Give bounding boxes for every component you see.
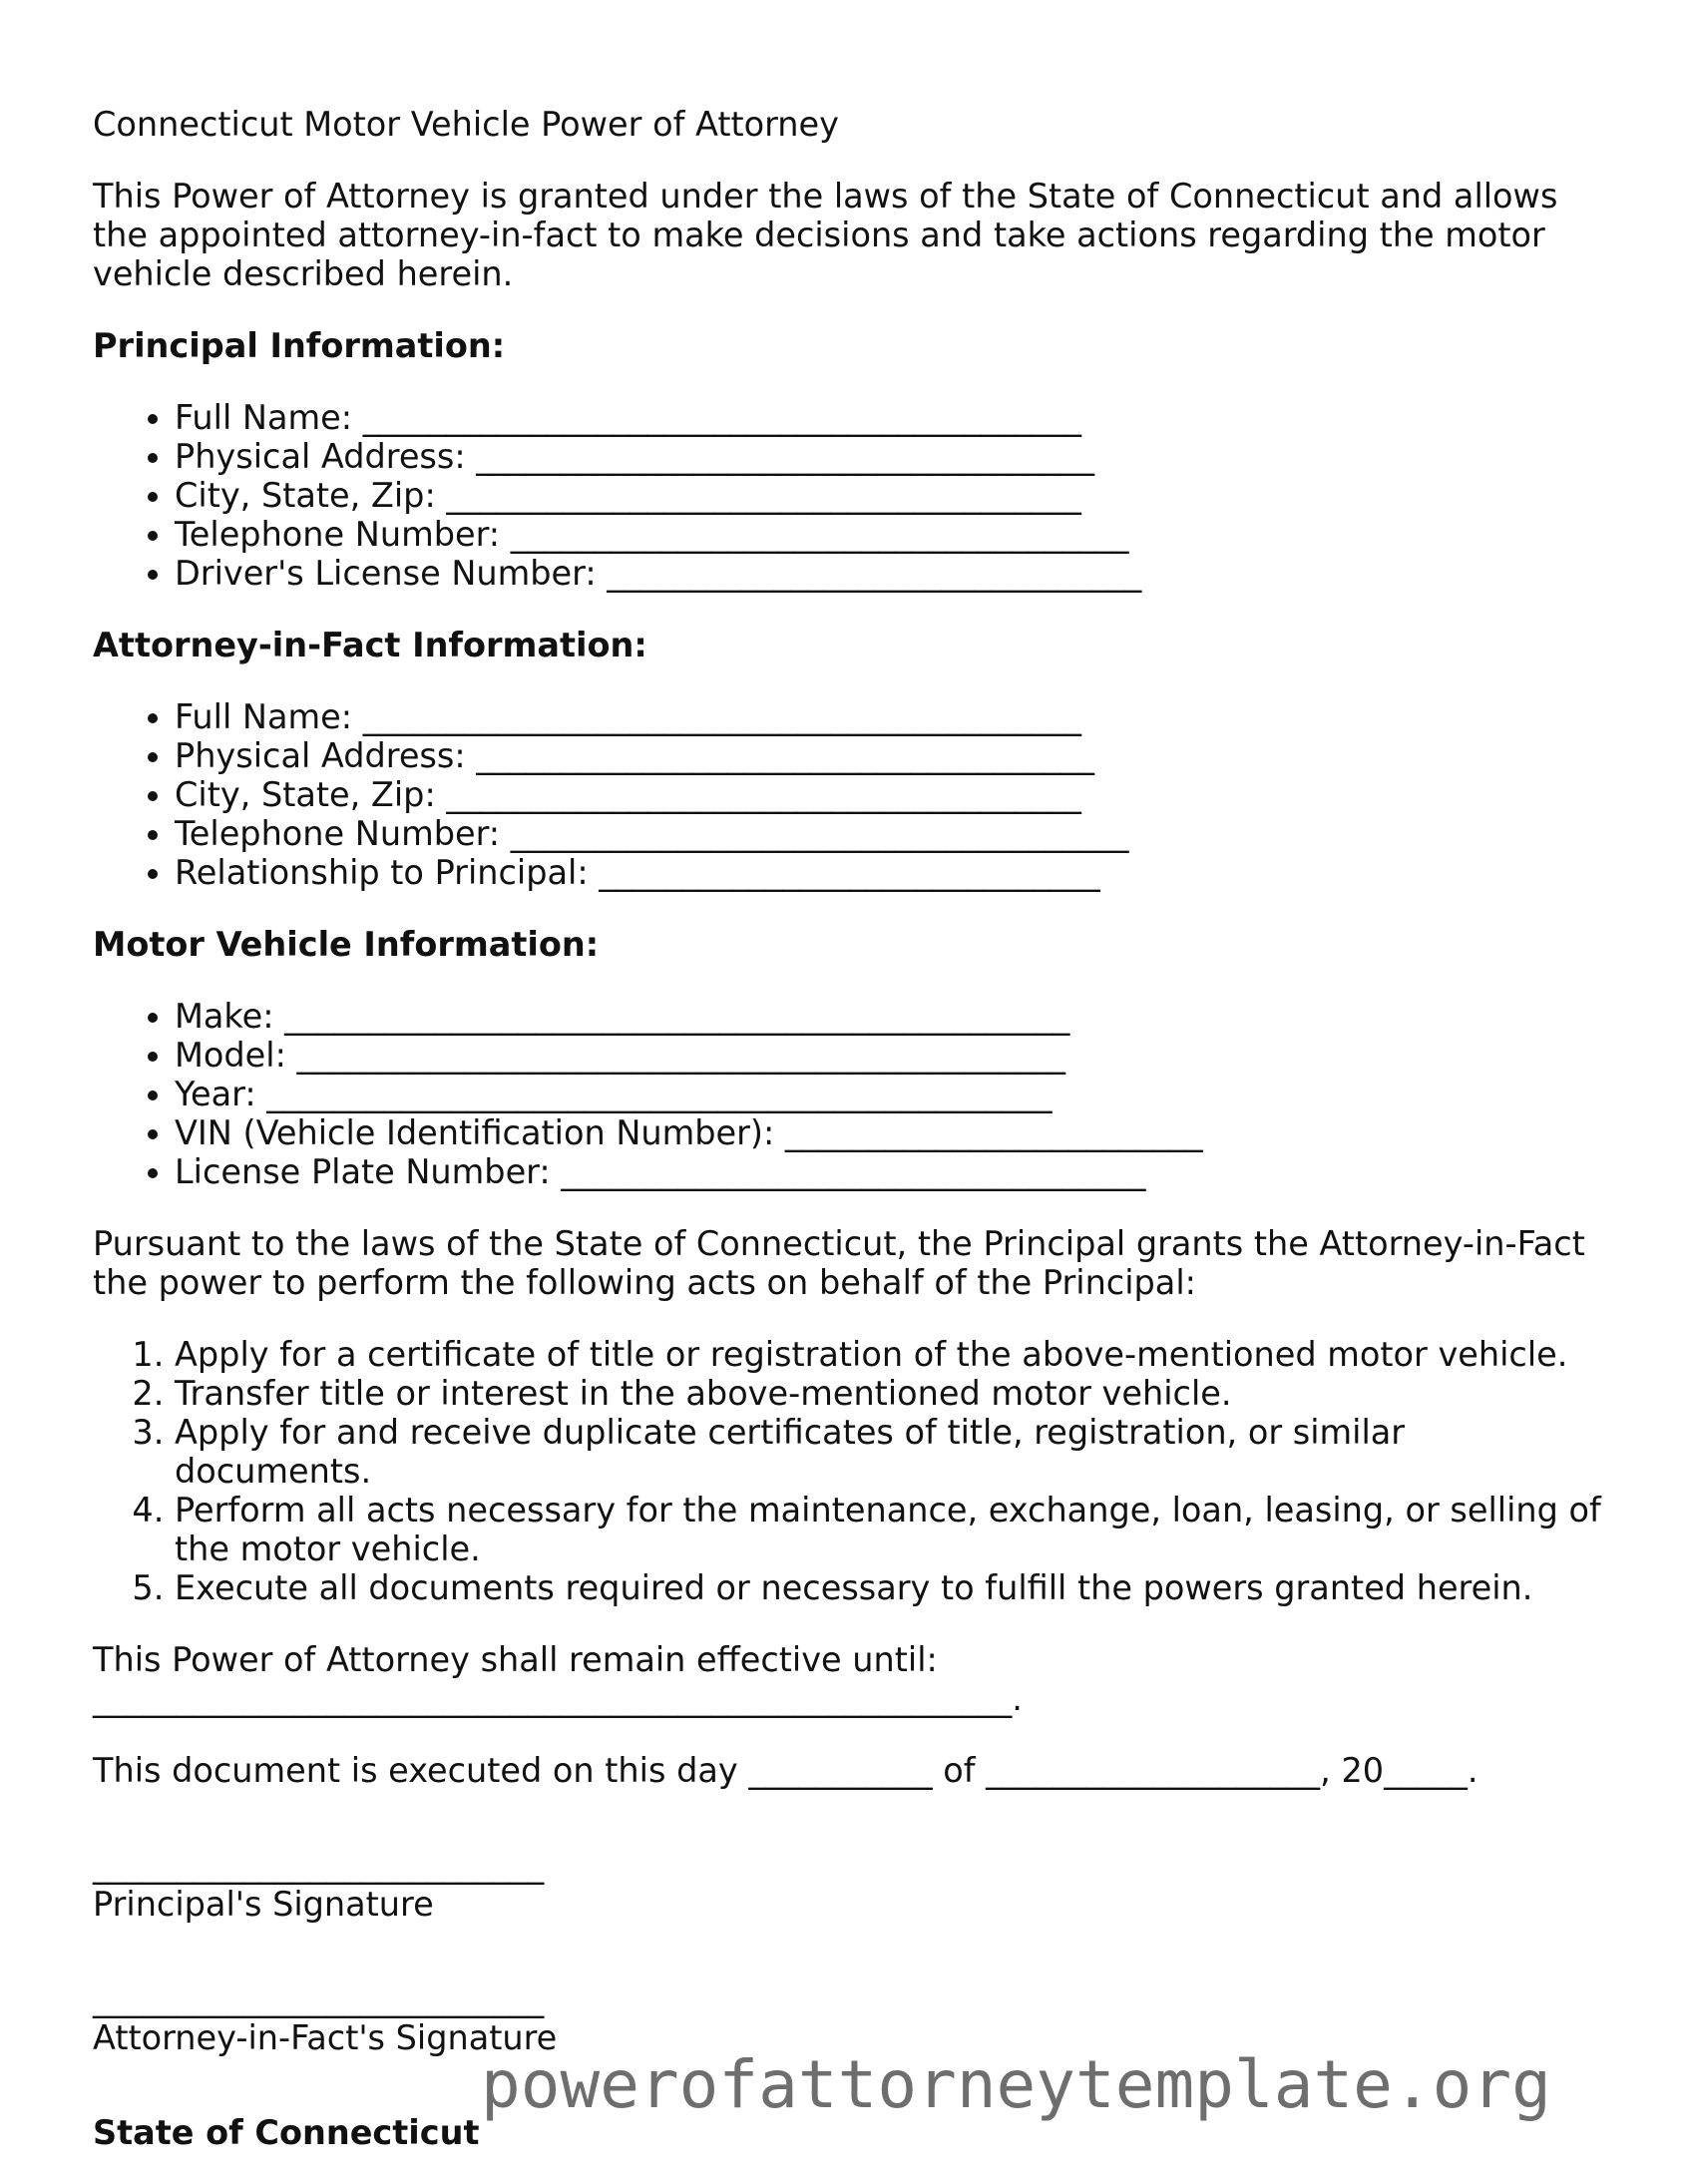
- principal-signature-label: Principal's Signature: [93, 1885, 434, 1924]
- principal-address-field: • Physical Address: _____________________________________: [175, 437, 1609, 476]
- principal-fields: [93, 398, 1609, 593]
- principal-signature-line: ___________________________: [93, 1846, 545, 1885]
- act-item: 4. Perform all acts necessary for the maintenance, exchange, loan, leasing, or selling of the motor vehicle.: [175, 1491, 1609, 1568]
- vehicle-make-field: • Make: _______________________________________________: [175, 997, 1609, 1036]
- principal-heading: Principal Information:: [93, 326, 506, 365]
- attorney-telephone-field: • Telephone Number: _____________________________________: [175, 814, 1609, 853]
- principal-city-state-zip-field: • City, State, Zip: ______________________________________: [175, 476, 1609, 515]
- state-heading: State of Connecticut: [93, 2113, 480, 2152]
- attorney-address-field: • Physical Address: _____________________________________: [175, 736, 1609, 775]
- granted-acts-list: [93, 1335, 1609, 1607]
- vehicle-vin-field: • VIN (Vehicle Identification Number): _________________________: [175, 1113, 1609, 1152]
- vehicle-plate-field: • License Plate Number: ___________________________________: [175, 1152, 1609, 1191]
- document-title: Connecticut Motor Vehicle Power of Attorney: [93, 105, 839, 144]
- principal-telephone-field: • Telephone Number: _____________________________________: [175, 515, 1609, 554]
- intro-paragraph: This Power of Attorney is granted under the laws of the State of Connecticut and allows the appointed attorney-in-fact to make decisions and take actions regarding the motor vehicle described herein.: [93, 177, 1558, 293]
- act-item: 3. Apply for and receive duplicate certificates of title, registration, or similar documents.: [175, 1413, 1609, 1491]
- vehicle-model-field: • Model: ______________________________________________: [175, 1036, 1609, 1075]
- vehicle-year-field: • Year: _______________________________________________: [175, 1075, 1609, 1113]
- execution-date-line: This document is executed on this day ___________ of ____________________, 20_____.: [93, 1751, 1478, 1790]
- attorney-relationship-field: • Relationship to Principal: ______________________________: [175, 853, 1609, 892]
- act-item: 5. Execute all documents required or necessary to fulfill the powers granted herein.: [175, 1568, 1609, 1607]
- vehicle-fields: [93, 997, 1609, 1191]
- effective-date-line: _______________________________________________________.: [93, 1679, 1023, 1718]
- effective-text: This Power of Attorney shall remain effective until:: [93, 1640, 938, 1679]
- site-watermark: powerofattorneytemplate.org: [481, 2046, 1551, 2123]
- principal-license-field: • Driver's License Number: ________________________________: [175, 554, 1609, 593]
- principal-full-name-field: • Full Name: ___________________________________________: [175, 398, 1609, 437]
- attorney-full-name-field: • Full Name: ___________________________________________: [175, 697, 1609, 736]
- document-body: [93, 105, 1609, 2152]
- vehicle-heading: Motor Vehicle Information:: [93, 925, 600, 964]
- attorney-heading: Attorney-in-Fact Information:: [93, 626, 647, 664]
- attorney-fields: [93, 697, 1609, 892]
- attorney-city-state-zip-field: • City, State, Zip: ______________________________________: [175, 775, 1609, 814]
- principal-signature-block: [93, 1846, 1609, 1924]
- act-item: 2. Transfer title or interest in the above-mentioned motor vehicle.: [175, 1374, 1609, 1413]
- attorney-signature-label: Attorney-in-Fact's Signature: [93, 2018, 558, 2057]
- attorney-signature-line: ___________________________: [93, 1979, 545, 2018]
- act-item: 1. Apply for a certificate of title or registration of the above-mentioned motor vehicle.: [175, 1335, 1609, 1374]
- grant-paragraph: Pursuant to the laws of the State of Connecticut, the Principal grants the Attorney-in-Fact the power to perform the following acts on behalf of the Principal:: [93, 1224, 1585, 1302]
- effective-clause: [93, 1640, 1609, 1718]
